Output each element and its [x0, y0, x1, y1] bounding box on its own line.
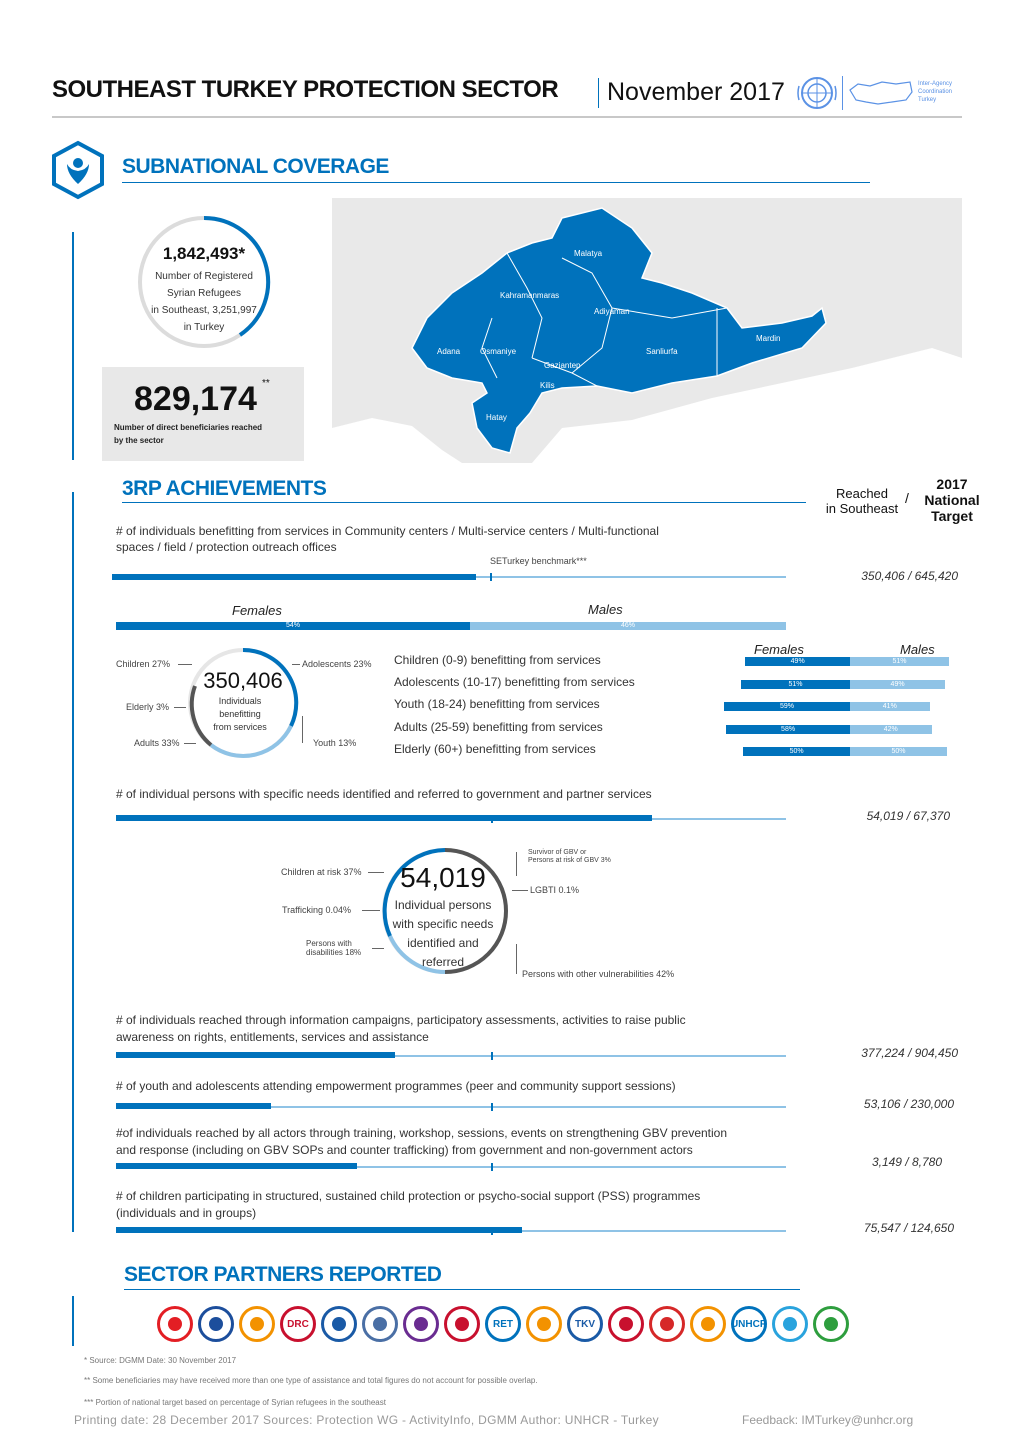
donut1-adolescents-leader [292, 664, 300, 665]
indicator-5-label-2: and response (including on GBV SOPs and counter trafficking) from government and non-government actors [116, 1143, 693, 1157]
col-target-1: 2017 [936, 476, 968, 492]
indicator-6-label [116, 1188, 806, 1222]
donut1-adults-leader [184, 743, 196, 744]
report-date: November 2017 [607, 78, 785, 106]
beneficiaries-mark: ** [262, 378, 270, 389]
age-male-bar [850, 702, 930, 711]
age-male-pct: 50% [891, 748, 906, 755]
donut2-gbv-2: Persons at risk of GBV 3% [528, 857, 611, 864]
age-group-label: Adolescents (10-17) benefitting from services [394, 675, 635, 689]
gender-males-label: Males [588, 602, 623, 617]
col-reached-1: Reached [835, 486, 889, 501]
donut2-trafficking: Trafficking 0.04% [282, 905, 352, 915]
age-male-pct: 51% [892, 658, 907, 665]
beneficiaries-caption [114, 421, 262, 447]
indicator-1-label-1: # of individuals benefitting from services in Community centers / Multi-service centers / Multi-functional [116, 524, 659, 538]
partner-logo-icon [239, 1306, 275, 1342]
donut2-lgbti-leader [512, 890, 528, 891]
age-male-bar [850, 657, 949, 666]
age-male-bar [850, 747, 947, 756]
gender-males-bar [470, 622, 786, 630]
donut2-gbv-leader [516, 852, 517, 876]
indicator-1-label [116, 523, 796, 555]
refugees-caption-2: Syrian Refugees [167, 288, 241, 299]
age-group-label: Adults (25-59) benefitting from services [394, 720, 603, 734]
benchmark-label: SETurkey benchmark*** [490, 556, 587, 566]
donut1-children-leader [178, 664, 192, 665]
header-divider [598, 78, 599, 108]
achievements-rule [122, 502, 806, 503]
indicator-6-value: 75,547 / 124,650 [863, 1221, 954, 1235]
achievements-vline [72, 492, 74, 1232]
services-donut-caption [186, 695, 294, 734]
age-females-header: Females [754, 642, 804, 657]
partner-logo-mark [660, 1317, 674, 1331]
coverage-rule [122, 182, 870, 183]
donut2-other-leader [516, 944, 517, 974]
partner-logo-row [157, 1306, 857, 1344]
partners-title: SECTOR PARTNERS REPORTED [124, 1263, 442, 1286]
donut1-children: Children 27% [116, 659, 171, 669]
partner-logo-icon [157, 1306, 193, 1342]
services-donut-caption-2: benefitting [219, 709, 261, 719]
donut2-gbv [528, 849, 611, 865]
indicator-6-benchmark [491, 1227, 493, 1235]
feedback-email[interactable]: Feedback: IMTurkey@unhcr.org [742, 1413, 914, 1427]
col-target [914, 476, 990, 524]
donut2-disabilities [306, 939, 361, 957]
svg-text:Sanliurfa: Sanliurfa [646, 347, 678, 356]
partner-logo-mark [332, 1317, 346, 1331]
footnote-1: * Source: DGMM Date: 30 November 2017 [84, 1356, 237, 1365]
indicator-4-benchmark [491, 1103, 493, 1111]
age-female-bar [745, 657, 850, 666]
indicator-5-value: 3,149 / 8,780 [871, 1155, 942, 1169]
specific-needs-caption-4: referred [421, 955, 465, 969]
partner-logo-icon [690, 1306, 726, 1342]
specific-needs-caption-3: identified and [407, 936, 479, 950]
age-female-pct: 59% [779, 703, 794, 710]
age-male-pct: 41% [882, 703, 897, 710]
indicator-3-label [116, 1012, 796, 1046]
donut1-elderly: Elderly 3% [126, 702, 170, 712]
col-target-3: Target [931, 508, 973, 524]
donut2-disabilities-2: disabilities 18% [306, 948, 362, 957]
specific-needs-caption-2: with specific needs [392, 917, 494, 931]
partner-logo-mark [537, 1317, 551, 1331]
donut1-elderly-leader [174, 707, 186, 708]
services-donut-value: 350,406 [203, 668, 283, 693]
org-name: Inter-Agency Coordination Turkey [918, 81, 953, 103]
header-divider-2 [842, 76, 843, 110]
indicator-3-label-2: awareness on rights, entitlements, services and assistance [116, 1030, 429, 1044]
age-males-header: Males [900, 642, 935, 657]
svg-text:Malatya: Malatya [574, 249, 603, 258]
partner-logo-icon [608, 1306, 644, 1342]
partner-logo-mark [783, 1317, 797, 1331]
partner-logo-mark [209, 1317, 223, 1331]
indicator-2-bar [116, 815, 652, 821]
age-female-pct: 58% [781, 726, 796, 733]
age-male-pct: 49% [890, 681, 905, 688]
specific-needs-caption [380, 896, 506, 972]
partner-logo-mark [250, 1317, 264, 1331]
svg-text:Kahramanmaras: Kahramanmaras [500, 291, 560, 300]
age-female-bar [743, 747, 850, 756]
footnote-2: ** Some beneficiaries may have received more than one type of assistance and total figures do not account for possible overlap. [84, 1376, 538, 1385]
col-target-2: National [924, 492, 980, 508]
age-male-pct: 42% [883, 726, 898, 733]
donut2-disabilities-1: Persons with [306, 939, 352, 948]
un-emblem-icon [796, 74, 838, 112]
printing-info: Printing date: 28 December 2017 Sources: Protection WG - ActivityInfo, DGMM Author: UNHCR - Turkey [74, 1413, 659, 1427]
indicator-3-label-1: # of individuals reached through information campaigns, participatory assessments, activities to raise public [116, 1013, 686, 1027]
services-donut-caption-1: Individuals [218, 696, 262, 706]
partner-logo-mark [168, 1317, 182, 1331]
partner-logo-icon [444, 1306, 480, 1342]
indicator-5-bar [116, 1163, 357, 1169]
svg-text:Adana: Adana [437, 347, 461, 356]
beneficiaries-caption-1: Number of direct beneficiaries reached [114, 423, 263, 432]
refugees-caption-3: in Southeast, 3,251,997 [151, 305, 257, 316]
age-female-pct: 50% [789, 748, 804, 755]
partner-logo-mark [701, 1317, 715, 1331]
svg-text:Gaziantep: Gaziantep [544, 361, 581, 370]
indicator-2-label: # of individual persons with specific needs identified and referred to government and partner services [116, 787, 652, 801]
partner-logo-mark [455, 1317, 469, 1331]
svg-text:Osmaniye: Osmaniye [480, 347, 517, 356]
refugees-caption-4: in Turkey [183, 322, 225, 333]
refugees-caption [136, 268, 272, 336]
achievements-title: 3RP ACHIEVEMENTS [122, 477, 327, 500]
partner-logo-icon [772, 1306, 808, 1342]
donut1-adults: Adults 33% [134, 738, 180, 748]
partner-logo-mark [824, 1317, 838, 1331]
svg-text:Kilis: Kilis [540, 381, 555, 390]
donut2-gbv-1: Survivor of GBV or [528, 849, 587, 856]
indicator-6-label-2: (individuals and in groups) [116, 1206, 257, 1220]
indicator-3-bar [116, 1052, 395, 1058]
age-group-label: Elderly (60+) benefitting from services [394, 742, 596, 756]
footnote-3: *** Portion of national target based on percentage of Syrian refugees in the southeast [84, 1398, 386, 1407]
protection-hexagon-icon [50, 140, 106, 200]
age-female-bar [726, 725, 850, 734]
age-female-bar [724, 702, 850, 711]
indicator-2-value: 54,019 / 67,370 [866, 809, 950, 823]
indicator-1-value: 350,406 / 645,420 [861, 569, 958, 583]
partners-rule [124, 1289, 800, 1290]
indicator-4-value: 53,106 / 230,000 [863, 1097, 954, 1111]
svg-text:Mardin: Mardin [756, 334, 781, 343]
age-female-pct: 51% [788, 681, 803, 688]
partner-logo-mark [414, 1317, 428, 1331]
gender-females-label: Females [232, 603, 282, 618]
partner-logo-icon: DRC [280, 1306, 316, 1342]
indicator-5-benchmark [491, 1163, 493, 1171]
donut2-disabilities-leader [372, 948, 384, 949]
age-female-bar [741, 680, 850, 689]
specific-needs-caption-1: Individual persons [394, 898, 492, 912]
indicator-6-bar [116, 1227, 522, 1233]
indicator-1-bar [112, 574, 476, 580]
southeast-map [332, 198, 962, 463]
col-slash: / [905, 490, 909, 506]
indicator-4-label: # of youth and adolescents attending empowerment programmes (peer and community support sessions) [116, 1079, 676, 1093]
indicator-2-benchmark [491, 815, 493, 823]
partner-logo-mark [619, 1317, 633, 1331]
donut2-trafficking-leader [362, 910, 380, 911]
partner-logo-icon: RET [485, 1306, 521, 1342]
age-group-label: Children (0-9) benefitting from services [394, 653, 601, 667]
donut2-other: Persons with other vulnerabilities 42% [522, 969, 675, 979]
turkey-outline-icon [848, 76, 914, 110]
age-male-bar [850, 725, 932, 734]
donut2-children-risk-leader [368, 872, 384, 873]
header-rule [52, 116, 962, 118]
donut1-adolescents: Adolescents 23% [302, 659, 372, 669]
services-donut-caption-3: from services [213, 722, 267, 732]
specific-needs-value: 54,019 [400, 862, 486, 893]
age-group-label: Youth (18-24) benefitting from services [394, 697, 600, 711]
indicator-3-benchmark [491, 1052, 493, 1060]
donut2-children-risk: Children at risk 37% [281, 867, 362, 877]
indicator-1-label-2: spaces / field / protection outreach offices [116, 540, 337, 554]
coverage-vline [72, 232, 74, 460]
donut2-lgbti: LGBTI 0.1% [530, 885, 580, 895]
partner-logo-icon: UNHCR [731, 1306, 767, 1342]
gender-males-pct: 46% [620, 622, 635, 629]
partner-logo-icon [526, 1306, 562, 1342]
donut1-youth: Youth 13% [313, 738, 357, 748]
indicator-3-value: 377,224 / 904,450 [861, 1046, 958, 1060]
partner-logo-icon [813, 1306, 849, 1342]
age-female-pct: 49% [790, 658, 805, 665]
beneficiaries-value: 829,174 [134, 380, 257, 418]
partner-logo-icon [362, 1306, 398, 1342]
partner-logo-mark [373, 1317, 387, 1331]
indicator-6-label-1: # of children participating in structured, sustained child protection or psycho-social support (PSS) programmes [116, 1189, 701, 1203]
partner-logo-icon: TKV [567, 1306, 603, 1342]
partner-logo-icon [321, 1306, 357, 1342]
indicator-4-bar [116, 1103, 271, 1109]
refugees-value: 1,842,493* [162, 244, 246, 263]
svg-text:Adiyaman: Adiyaman [594, 307, 630, 316]
indicator-5-label [116, 1125, 806, 1159]
donut1-youth-leader [302, 716, 303, 743]
partners-vline [72, 1296, 74, 1346]
indicator-5-label-1: #of individuals reached by all actors through training, workshop, sessions, events on strengthening GBV prevention [116, 1126, 728, 1140]
col-reached-2: in Southeast [825, 501, 899, 516]
gender-females-bar [116, 622, 470, 630]
partner-logo-icon [198, 1306, 234, 1342]
col-reached [812, 486, 912, 516]
age-male-bar [850, 680, 945, 689]
svg-text:Hatay: Hatay [486, 413, 507, 422]
coverage-title: SUBNATIONAL COVERAGE [122, 155, 389, 178]
refugees-caption-1: Number of Registered [155, 271, 253, 282]
partner-logo-icon [649, 1306, 685, 1342]
partner-logo-icon [403, 1306, 439, 1342]
gender-females-pct: 54% [285, 622, 300, 629]
page-title: SOUTHEAST TURKEY PROTECTION SECTOR [52, 76, 559, 103]
indicator-1-benchmark [490, 573, 492, 581]
beneficiaries-caption-2: by the sector [114, 436, 164, 445]
